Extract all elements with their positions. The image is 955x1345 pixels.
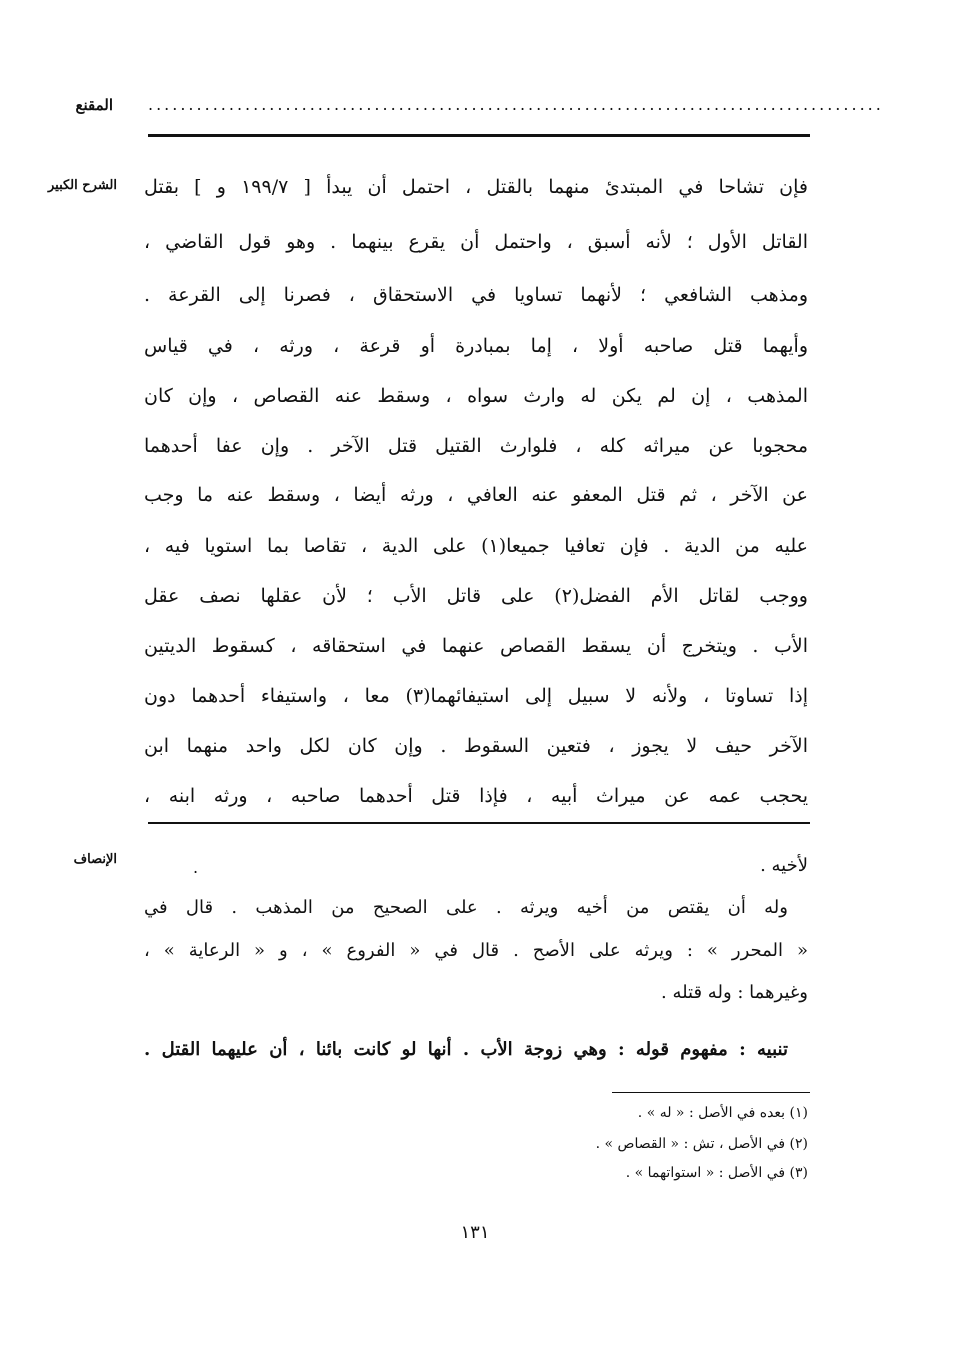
header-dotted-line: ........................................................................................... <box>148 95 884 114</box>
book-title: المقنع <box>75 96 113 114</box>
sharh-line: الآخر حيف لا يجوز ، فتعين السقوط . وإن كان لكل واحد منهما ابن <box>144 735 808 757</box>
side-label-sharh: الشرح الكبير <box>47 178 117 193</box>
page-number: ١٣١ <box>460 1222 490 1243</box>
stray-mark: . <box>193 858 199 877</box>
sharh-line: فإن تشاحا في المبتدئ منهما بالقتل ، احتمل أن يبدأ [ ١٩٩/٧ و ] بقتل <box>144 176 808 198</box>
footnote: (٣) في الأصل : « استواتهما » . <box>625 1165 808 1181</box>
footnote-rule <box>612 1092 810 1093</box>
sharh-line: وأيهما قتل صاحبه أولا ، إما بمبادرة أو قرعة ، ورثه ، في قياس <box>144 335 808 357</box>
sharh-line: المذهب ، إن لم يكن له وارث سواه ، وسقط عنه القصاص ، وإن كان <box>144 385 808 407</box>
side-label-insaf: الإنصاف <box>73 852 117 867</box>
footnote: (١) بعده في الأصل : « له » . <box>637 1105 808 1121</box>
insaf-line: « المحرر » : ويرثه على الأصح . قال في « الفروع » ، و « الرعاية » ، <box>144 940 808 961</box>
sharh-line: ووجب لقاتل الأم الفضل(٢) على قاتل الأب ؛ لأن عقلها نصف عقل <box>144 585 808 607</box>
insaf-note-line: تنبيه : مفهوم قوله : وهي زوجة الأب . أنها لو كانت بائنا ، أن عليهما القتل . <box>144 1039 788 1060</box>
footnote: (٢) في الأصل ، تش : « القصاص » . <box>595 1136 808 1152</box>
sharh-line: يحجب عمه عن ميراث أبيه ، فإذا قتل أحدهما صاحبه ، ورثه ابنه ، <box>144 785 808 807</box>
insaf-line: وغيرهما : وله قتله . <box>661 982 808 1003</box>
section-divider <box>148 822 810 824</box>
header-rule <box>148 134 810 137</box>
sharh-line: إذا تساوتا ، ولأنه لا سبيل إلى استيفائهما(٣) معا ، واستيفاء أحدهما دون <box>144 685 808 707</box>
sharh-line: ومذهب الشافعي ؛ لأنهما تساويا في الاستحقاق ، فصرنا إلى القرعة . <box>144 284 808 306</box>
sharh-line: القاتل الأول ؛ لأنه أسبق ، واحتمل أن يقرع بينهما . وهو قول القاضي ، <box>144 231 808 253</box>
insaf-line: لأخيه . <box>760 855 808 876</box>
sharh-line: محجوبا عن ميراثه كله ، فلوارث القتيل قتل الآخر . وإن عفا أحدهما <box>144 435 808 457</box>
sharh-line: عليه من الدية . فإن تعافيا جميعا(١) على الدية ، تقاصا بما استويا فيه ، <box>144 535 808 557</box>
sharh-line: عن الآخر ، ثم قتل المعفو عنه العافي ، ورثه أيضا ، وسقط عنه ما وجب <box>144 484 808 506</box>
insaf-line: وله أن يقتص من أخيه ويرثه . على الصحيح من المذهب . قال في <box>144 897 788 918</box>
sharh-line: الأب . ويتخرج أن يسقط القصاص عنهما في استحقاقه ، كسقوط الديتين <box>144 635 808 657</box>
